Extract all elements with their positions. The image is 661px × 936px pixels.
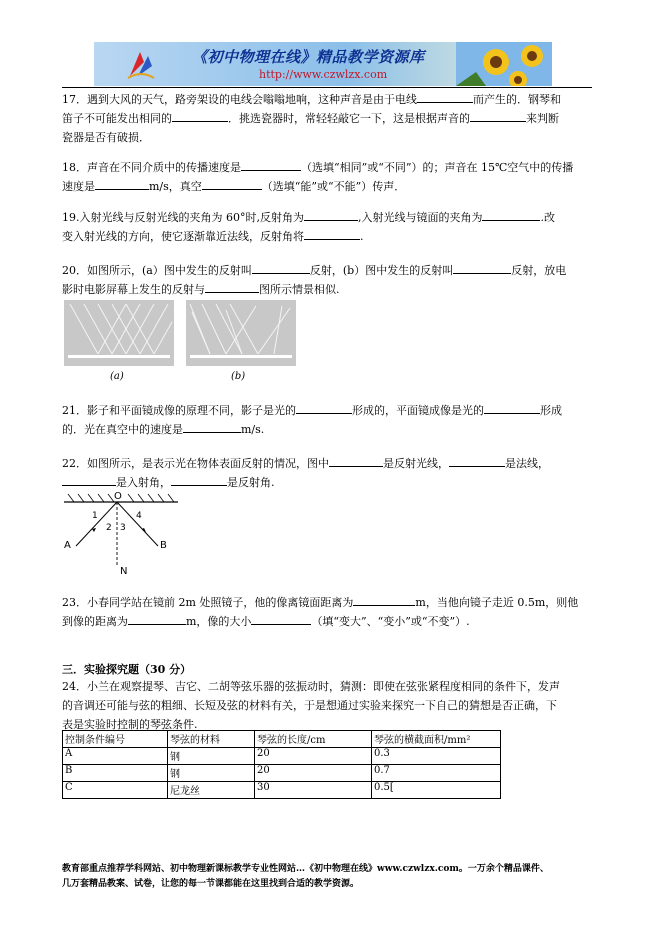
table-cell: B (63, 765, 168, 782)
blank[interactable] (353, 593, 415, 606)
sunflower-icon (456, 42, 552, 86)
table-row (63, 782, 501, 799)
blank[interactable] (183, 420, 241, 433)
footer-line: 教育部重点推荐学科网站、初中物理新课标教学专业性网站…《初中物理在线》www.czwlzx.com。一万余个精品课件、 (62, 864, 549, 874)
blank[interactable] (62, 473, 116, 486)
footer-line: 几万套精品教案、试卷，让您的每一节课都能在这里找到合适的教学资源。 (62, 879, 360, 889)
label-O: O (114, 491, 122, 502)
label-B: B (160, 540, 167, 551)
blank[interactable] (329, 454, 383, 467)
blank[interactable] (171, 473, 227, 486)
blank[interactable] (449, 454, 505, 467)
blank[interactable] (241, 158, 301, 171)
blank[interactable] (202, 177, 262, 190)
table-cell: 20 (255, 765, 372, 782)
question-24: 24．小兰在观察提琴、吉它、二胡等弦乐器的弦振动时，猜测：即使在弦张紧程度相同的条件下，发声 的音调还可能与弦的粗细、长短及弦的材料有关，于是想通过实验来探究一下自己的猜想是否正确，下 表是实验时控制的琴弦条件. (62, 680, 560, 731)
label-1: 1 (92, 511, 98, 521)
diffuse-reflection-figure-a (64, 300, 174, 366)
blank[interactable] (251, 612, 311, 625)
label-A: A (64, 540, 71, 551)
banner-title: 《初中物理在线》精品教学资源库 (192, 48, 425, 66)
table-cell: 尼龙丝 (168, 782, 255, 799)
blank[interactable] (304, 227, 360, 240)
table-row (63, 748, 501, 765)
blank[interactable] (470, 109, 526, 122)
figure-b-caption: (b) (231, 371, 246, 382)
table-cell: 0.3 (372, 748, 501, 765)
table-cell: 0.7 (372, 765, 501, 782)
question-23: 23．小春同学站在镜前 2m 处照镜子，他的像离镜面距离为 m，当他向镜子走近 0.5m，则他 到像的距离为 m，像的大小 （填“变大”、“变小”或“不变”）. (62, 593, 592, 631)
table-header-cell: 琴弦的横截面积/mm² (372, 731, 501, 748)
blank[interactable] (417, 90, 473, 103)
page-footer (62, 862, 602, 892)
question-20: 20．如图所示，(a）图中发生的反射叫 反射，(b）图中发生的反射叫 反射，放电 影时电影屏幕上发生的反射与 图所示情景相似. (62, 261, 592, 299)
header-banner (94, 42, 552, 86)
table-cell: 30 (255, 782, 372, 799)
diffuse-reflection-figure-b (186, 300, 296, 366)
label-N: N (120, 566, 128, 577)
blank[interactable] (205, 280, 259, 293)
banner-url[interactable]: http://www.czwlzx.com (259, 68, 388, 81)
header-rule (62, 87, 592, 88)
label-4: 4 (136, 511, 142, 521)
blank[interactable] (482, 208, 540, 221)
table-header-cell: 控制条件编号 (63, 731, 168, 748)
blank[interactable] (95, 177, 149, 190)
czwlzx-logo-icon (126, 48, 156, 80)
table-cell: 钢 (168, 748, 255, 765)
section-3-heading: 三．实验探究题（30 分） (62, 663, 192, 676)
table-row (63, 765, 501, 782)
blank[interactable] (252, 261, 310, 274)
figure-a-caption: (a) (110, 371, 124, 382)
table-header-row (63, 731, 501, 748)
question-19: 19.入射光线与反射光线的夹角为 60°时,反射角为 ,入射光线与镜面的夹角为 .改 变入射光线的方向，使它逐渐靠近法线，反射角将 . (62, 208, 592, 246)
table-cell: 钢 (168, 765, 255, 782)
string-conditions-table (62, 730, 501, 799)
reflection-diagram (62, 490, 182, 582)
table-cell: 20 (255, 748, 372, 765)
blank[interactable] (296, 401, 352, 414)
table-cell: 0.5[ (372, 782, 501, 799)
question-21: 21．影子和平面镜成像的原理不同，影子是光的 形成的，平面镜成像是光的 形成 的．光在真空中的速度是 m/s. (62, 401, 592, 439)
table-header-cell: 琴弦的材料 (168, 731, 255, 748)
table-cell: C (63, 782, 168, 799)
blank[interactable] (453, 261, 511, 274)
label-2: 2 (106, 523, 112, 533)
blank[interactable] (128, 612, 186, 625)
label-3: 3 (120, 523, 126, 533)
question-18: 18．声音在不同介质中的传播速度是 （选填“相同”或“不同”）的；声音在 15℃空气中的传播 速度是 m/s，真空 （选填“能”或“不能”）传声． (62, 158, 592, 196)
table-header-cell: 琴弦的长度/cm (255, 731, 372, 748)
blank[interactable] (172, 109, 228, 122)
blank[interactable] (484, 401, 540, 414)
question-22: 22．如图所示，是表示光在物体表面反射的情况，图中 是反射光线， 是法线， 是入射角， 是反射角. (62, 454, 592, 492)
blank[interactable] (304, 208, 358, 221)
table-cell: A (63, 748, 168, 765)
question-17: 17．遇到大风的天气，路旁架设的电线会嗡嗡地响，这种声音是由于电线 而产生的．钢琴和 笛子不可能发出相同的 ．挑选瓷器时，常轻轻敲它一下，这是根据声音的 来判断 瓷器是否有破损． (62, 90, 592, 147)
